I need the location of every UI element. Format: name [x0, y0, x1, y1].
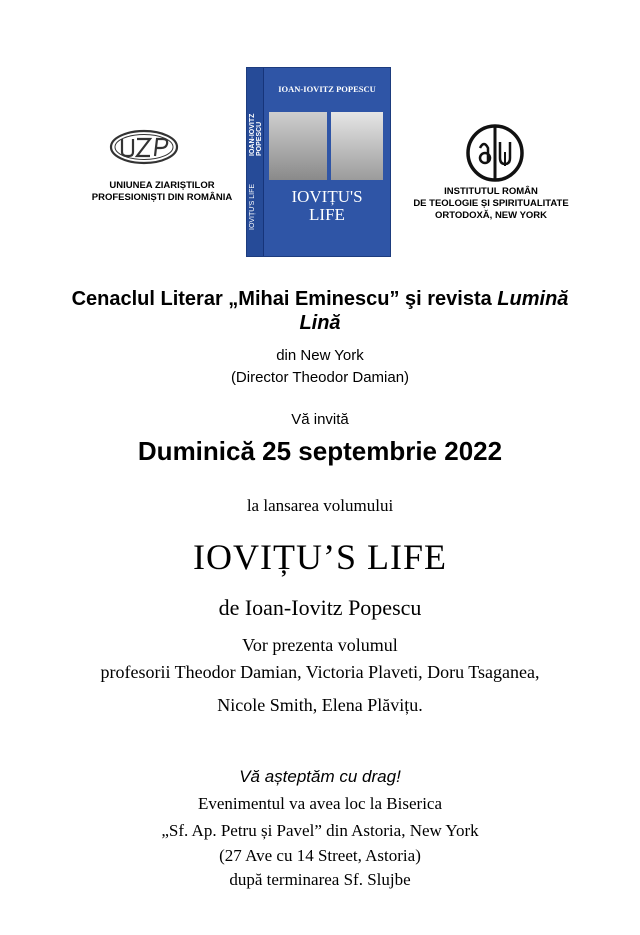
- institute-logo-icon: [466, 122, 524, 184]
- event-date: Duminică 25 septembrie 2022: [137, 436, 503, 466]
- book-spine: [247, 68, 264, 256]
- invitation-invites: Vă invită: [291, 411, 349, 428]
- book-spine-title: IOVIȚU'S LIFE: [249, 183, 256, 230]
- right-organization-name: [398, 186, 584, 222]
- book-cover-title-line2: LIFE: [309, 205, 345, 224]
- welcome-message: Vă așteptăm cu drag!: [239, 767, 401, 786]
- invitation-director: (Director Theodor Damian): [230, 369, 410, 386]
- book-cover-couple-photo: [331, 112, 383, 180]
- book-cover-portrait-photo: [269, 112, 327, 180]
- left-org-line2: PROFESIONIȘTI DIN ROMÂNIA: [91, 192, 233, 203]
- presenters-line2: Nicole Smith, Elena Plăvițu.: [217, 695, 423, 715]
- heading-magazine-name-part2: Lină: [299, 312, 341, 334]
- book-cover-title-line1: IOVIȚU'S: [291, 187, 363, 206]
- event-time-note: după terminarea Sf. Slujbe: [229, 870, 411, 889]
- event-address: (27 Ave cu 14 Street, Astoria): [219, 846, 421, 865]
- left-org-line1: UNIUNEA ZIARIȘTILOR: [109, 180, 215, 191]
- heading-magazine-name-part1: Lumină: [497, 288, 569, 310]
- presenters-line1: profesorii Theodor Damian, Victoria Plaveti, Doru Tsaganea,: [100, 662, 540, 682]
- launch-text: la lansarea volumului: [246, 496, 394, 515]
- book-author: de Ioan-Iovitz Popescu: [218, 595, 422, 620]
- event-venue-line2: „Sf. Ap. Petru și Pavel” din Astoria, New York: [161, 821, 479, 840]
- book-title: IOVIȚU’S LIFE: [193, 537, 447, 577]
- right-org-line2: DE TEOLOGIE ȘI SPIRITUALITATE: [413, 198, 569, 209]
- uzp-logo-icon: [108, 128, 180, 166]
- presenters-lead: Vor prezenta volumul: [242, 635, 398, 655]
- book-cover-author: IOAN-IOVITZ POPESCU: [278, 84, 376, 94]
- invitation-location: din New York: [276, 347, 364, 364]
- heading-prefix: Cenaclul Literar „Mihai Eminescu” şi revista: [71, 288, 498, 310]
- event-venue-line1: Evenimentul va avea loc la Biserica: [197, 794, 443, 813]
- left-organization-name: [72, 180, 252, 204]
- book-spine-author: IOAN-IOVITZ POPESCU: [249, 113, 263, 156]
- right-org-line1: INSTITUTUL ROMÂN: [444, 186, 538, 197]
- right-org-line3: ORTODOXĂ, NEW YORK: [434, 210, 548, 221]
- book-cover-title: [267, 188, 387, 224]
- invitation-heading: [40, 287, 600, 335]
- book-cover-image: [247, 68, 390, 256]
